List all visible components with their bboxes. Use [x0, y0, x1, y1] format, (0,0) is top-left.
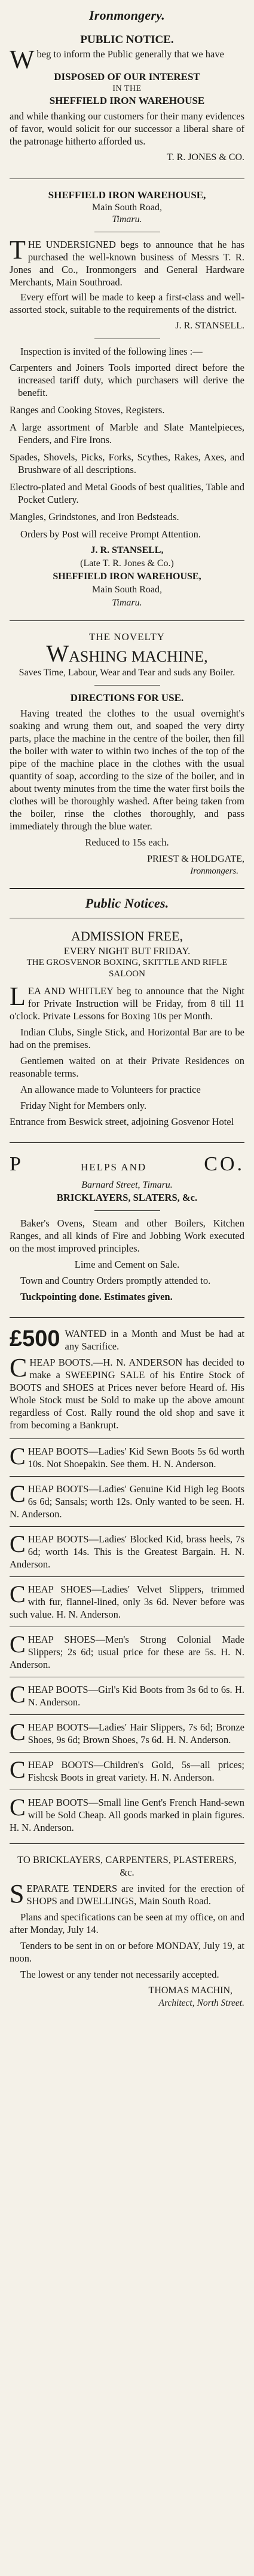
drop-cap: C — [10, 1719, 26, 1745]
drop-cap: C — [10, 1530, 26, 1557]
drop-cap: C — [10, 1794, 26, 1821]
short-divider — [94, 1210, 160, 1211]
advert-text: Tenders to be sent in on or before MONDAY, July 19, at noon. — [10, 1940, 244, 1964]
advert-subtitle: THE GROSVENOR BOXING, SKITTLE AND RIFLE SALOON — [26, 958, 228, 979]
advert-title — [10, 640, 244, 667]
list-item: A large assortment of Marble and Slate Mantelpieces, Fenders, and Fire Irons. — [10, 422, 244, 445]
divider — [10, 1476, 244, 1477]
sig-name: J. R. STANSELL, — [90, 545, 164, 555]
advert-title-rest: HELPS AND — [81, 1161, 147, 1173]
item-text: HEAP BOOTS—Ladies' Genuine Kid High leg Boots 6s 6d; Sansals; worth 12s. Only wanted to be seen. H. N. Anderson. — [10, 1483, 244, 1520]
advert-title: ADMISSION FREE, — [71, 929, 183, 943]
advert-text: The lowest or any tender not necessarily accepted. — [20, 1969, 219, 1980]
advert-text: EA AND WHITLEY beg to announce that the Night for Private Instruction will be Friday, from 8 till 11 o'clock. Private Lessons for Boxing 10s per Month. — [10, 985, 244, 1022]
drop-cap: C — [10, 1480, 26, 1507]
advert-price: Reduced to 15s each. — [85, 837, 169, 848]
advert-title: SHEFFIELD IRON WAREHOUSE, — [48, 189, 206, 201]
drop-cap: C — [10, 1443, 26, 1470]
advert-title: PUBLIC NOTICE. — [80, 33, 174, 46]
drop-cap: C — [10, 1581, 26, 1607]
advert-title: TO BRICKLAYERS, CARPENTERS, PLASTERERS, &c. — [17, 1854, 237, 1878]
drop-cap: W — [10, 45, 35, 74]
advert-signoff: J. R. STANSELL. — [175, 321, 244, 331]
cheap-boots-item — [10, 1579, 244, 1624]
cheap-boots-item — [10, 1479, 244, 1524]
advert-text: Having treated the clothes to the usual overnight's soaking and wrung them out, and soaped the very dirty parts, place the machine in the centre of the boiler, then fill the boiler with water to within two inches of the top of the pipe of the machine place in the clothes with the usual quantity of soap, according to the size of the boiler, and in about twenty minutes from the time the water first boils the clothes will be thoroughly washed. After being taken from the boiler, rinse the clothes thoroughly, and pass immediately through the blue water. — [10, 708, 244, 832]
advert-text: An allowance made to Volunteers for practice — [20, 1084, 201, 1095]
advert-text: and while thanking our customers for their many evidences of favor, would solicit for our successor a liberal share of the patronage hitherto afforded us. — [10, 110, 244, 147]
advert-title — [10, 1152, 244, 1179]
advert-title-co: CO. — [204, 1153, 244, 1175]
advert-signoff: T. R. JONES & CO. — [167, 152, 244, 162]
item-text: HEAP BOOTS—Girl's Kid Boots from 3s 6d to 6s. H. N. Anderson. — [27, 1684, 244, 1708]
advert-body — [10, 45, 244, 74]
advert-address: Main South Road, — [92, 202, 162, 213]
divider — [10, 1714, 244, 1715]
item-text: HEAP BOOTS—Ladies' Hair Slippers, 7s 6d; Bronze Shoes, 9s 6d; Brown Shoes, 7s 6d. H. N. Anderson. — [27, 1722, 244, 1745]
drop-cap: L — [10, 982, 26, 1011]
drop-cap: W — [46, 640, 69, 667]
drop-cap: S — [10, 1879, 25, 1908]
item-text: HEAP BOOTS—Small line Gent's French Hand-sewn will be Sold Cheap. All goods marked in plain figures. H. N. Anderson. — [10, 1797, 244, 1833]
advert-subtitle: Saves Time, Labour, Wear and Tear and suds any Boiler. — [19, 668, 235, 678]
advert-text: Inspection is invited of the following lines :— — [20, 346, 203, 357]
advert-body — [10, 235, 244, 288]
drop-cap: T — [10, 235, 26, 265]
advert-cheap-boots-sale — [10, 1324, 244, 1436]
directions-title: DIRECTIONS FOR USE. — [70, 692, 184, 703]
item-text: HEAP BOOTS—Ladies' Blocked Kid, brass heels, 7s 6d; worth 14s. This is the Greatest Bargain. H. N. Anderson. — [10, 1533, 244, 1570]
price-banner — [10, 1327, 244, 1352]
advert-phelps-and-co — [10, 1149, 244, 1311]
cheap-boots-item — [10, 1793, 244, 1837]
advert-text: Plans and specifications can be seen at my office, on and after Monday, July 14. — [10, 1911, 244, 1935]
section-heading-public-notices: Public Notices. — [85, 896, 169, 911]
divider — [10, 620, 244, 621]
divider — [10, 1317, 244, 1318]
list-item: Electro-plated and Metal Goods of best qualities, Table and Pocket Cutlery. — [10, 481, 244, 505]
short-divider — [94, 685, 160, 686]
sig-town: Timaru. — [112, 598, 142, 608]
cheap-boots-item — [10, 1755, 244, 1787]
advert-signoff: PRIEST & HOLDGATE, — [147, 854, 244, 864]
advert-signoff-sub: Ironmongers. — [190, 866, 238, 876]
cheap-boots-item — [10, 1441, 244, 1474]
list-item: Carpenters and Joiners Tools imported direct before the increased tariff duty, which purchasers will derive the benefit. — [10, 362, 244, 398]
advert-signoff-sub: Architect, North Street. — [158, 1998, 244, 2008]
sale-price: £500 — [10, 1326, 60, 1351]
divider — [10, 1576, 244, 1577]
cheap-boots-item — [10, 1529, 244, 1574]
advert-town: Timaru. — [112, 214, 142, 225]
advert-text: Indian Clubs, Single Stick, and Horizontal Bar are to be had on the premises. — [10, 1026, 244, 1050]
advert-text: Baker's Ovens, Steam and other Boilers, Kitchen Ranges, and all kinds of Fire and Jobbing Work executed on the most improved principles. — [10, 1218, 244, 1254]
advert-text: Town and Country Orders promptly attended to. — [20, 1275, 211, 1286]
divider — [10, 1843, 244, 1844]
advert-text: EPARATE TENDERS are invited for the erection of SHOPS and DWELLINGS, Main South Road. — [26, 1883, 244, 1907]
item-list — [10, 361, 244, 523]
divider — [10, 1142, 244, 1143]
advert-body — [10, 1879, 244, 1908]
item-text: HEAP SHOES—Men's Strong Colonial Made Slippers; 2s 6d; usual price for these are 5s. H. N. Anderson. — [10, 1634, 244, 1670]
advert-pre-title: THE NOVELTY — [89, 631, 165, 643]
drop-cap: C — [10, 1756, 26, 1783]
advert-trades: BRICKLAYERS, SLATERS, &c. — [56, 1192, 198, 1203]
list-item: Mangles, Grindstones, and Iron Bedsteads. — [10, 511, 179, 522]
divider — [10, 1438, 244, 1439]
item-text: HEAP SHOES—Ladies' Velvet Slippers, trimmed with fur, flannel-lined, only 3s 6d. Never before was such value. H. N. Anderson. — [10, 1584, 244, 1620]
drop-cap: C — [10, 1631, 26, 1658]
divider — [10, 888, 244, 889]
advert-text: Orders by Post will receive Prompt Attention. — [20, 528, 201, 540]
advert-admission-free — [10, 924, 244, 1136]
advert-title-rest: ASHING MACHINE, — [69, 648, 208, 665]
sig-road: Main South Road, — [92, 585, 162, 595]
advert-signoff: THOMAS MACHIN, — [148, 1985, 232, 1996]
cheap-boots-item — [10, 1630, 244, 1674]
advert-sheffield-iron-warehouse — [10, 185, 244, 614]
drop-cap: C — [10, 1681, 26, 1708]
sale-headline: WANTED in a Month and Must be had at any Sacrifice. — [65, 1328, 244, 1352]
signature-block — [10, 544, 244, 610]
advert-washing-machine — [10, 627, 244, 882]
advert-business-name: SHEFFIELD IRON WAREHOUSE — [49, 95, 205, 106]
advert-address: Barnard Street, Timaru. — [81, 1180, 173, 1190]
advert-text: beg to inform the Public generally that we have — [36, 48, 224, 60]
advert-body — [10, 1353, 244, 1431]
item-text: HEAP BOOTS—Children's Gold, 5s—all prices; Fishcsk Boots in great variety. H. N. Anderson. — [27, 1759, 244, 1783]
section-heading-ironmongery: Ironmongery. — [89, 8, 165, 23]
list-item: Spades, Shovels, Picks, Forks, Scythes, Rakes, Axes, and Brushware of all descriptions. — [10, 451, 244, 475]
list-item: Ranges and Cooking Stoves, Registers. — [10, 404, 165, 416]
sig-warehouse: SHEFFIELD IRON WAREHOUSE, — [53, 571, 201, 582]
advert-body — [10, 982, 244, 1022]
advert-emphasis: DISPOSED OF OUR INTEREST — [54, 71, 200, 82]
advert-text: Friday Night for Members only. — [20, 1100, 147, 1111]
drop-cap: P — [10, 1153, 23, 1175]
advert-connector: IN THE — [112, 84, 142, 93]
advert-subtitle: EVERY NIGHT BUT FRIDAY. — [63, 945, 191, 957]
divider — [10, 1526, 244, 1527]
advert-public-notice — [10, 29, 244, 173]
advert-text: HEAP BOOTS.—H. N. ANDERSON has decided to make a SWEEPING SALE of his Entire Stock of BOOTS and SHOES at Prices never before Heard of. His Whole Stock must be Sold to make up the above amount regardless of Cost. Rally round the old shop and save it from becoming a Bankrupt. — [10, 1357, 244, 1431]
advert-text: Tuckpointing done. Estimates given. — [20, 1291, 173, 1302]
advert-text: Every effort will be made to keep a first-class and well-assorted stock, suitable to the requirements of the district. — [10, 291, 244, 315]
advert-text: Entrance from Beswick street, adjoining Gosvenor Hotel — [10, 1116, 234, 1127]
advert-tenders — [10, 1850, 244, 2014]
cheap-boots-item — [10, 1717, 244, 1750]
divider — [10, 1752, 244, 1753]
sig-late: (Late T. R. Jones & Co.) — [80, 558, 174, 568]
drop-cap: C — [10, 1353, 27, 1382]
cheap-boots-list — [10, 1441, 244, 1837]
advert-text: Lime and Cement on Sale. — [74, 1259, 180, 1270]
advert-text: Gentlemen waited on at their Private Residences on reasonable terms. — [10, 1055, 244, 1079]
cheap-boots-item — [10, 1680, 244, 1712]
advert-text: HE UNDERSIGNED begs to announce that he has purchased the well-known business of Messrs T. R. Jones and Co., Ironmongers and General Hardware Merchants, Main Southroad. — [10, 239, 244, 288]
item-text: HEAP BOOTS—Ladies' Kid Sewn Boots 5s 6d worth 10s. Not Shoepakin. See them. H. N. Anderson. — [27, 1446, 244, 1470]
